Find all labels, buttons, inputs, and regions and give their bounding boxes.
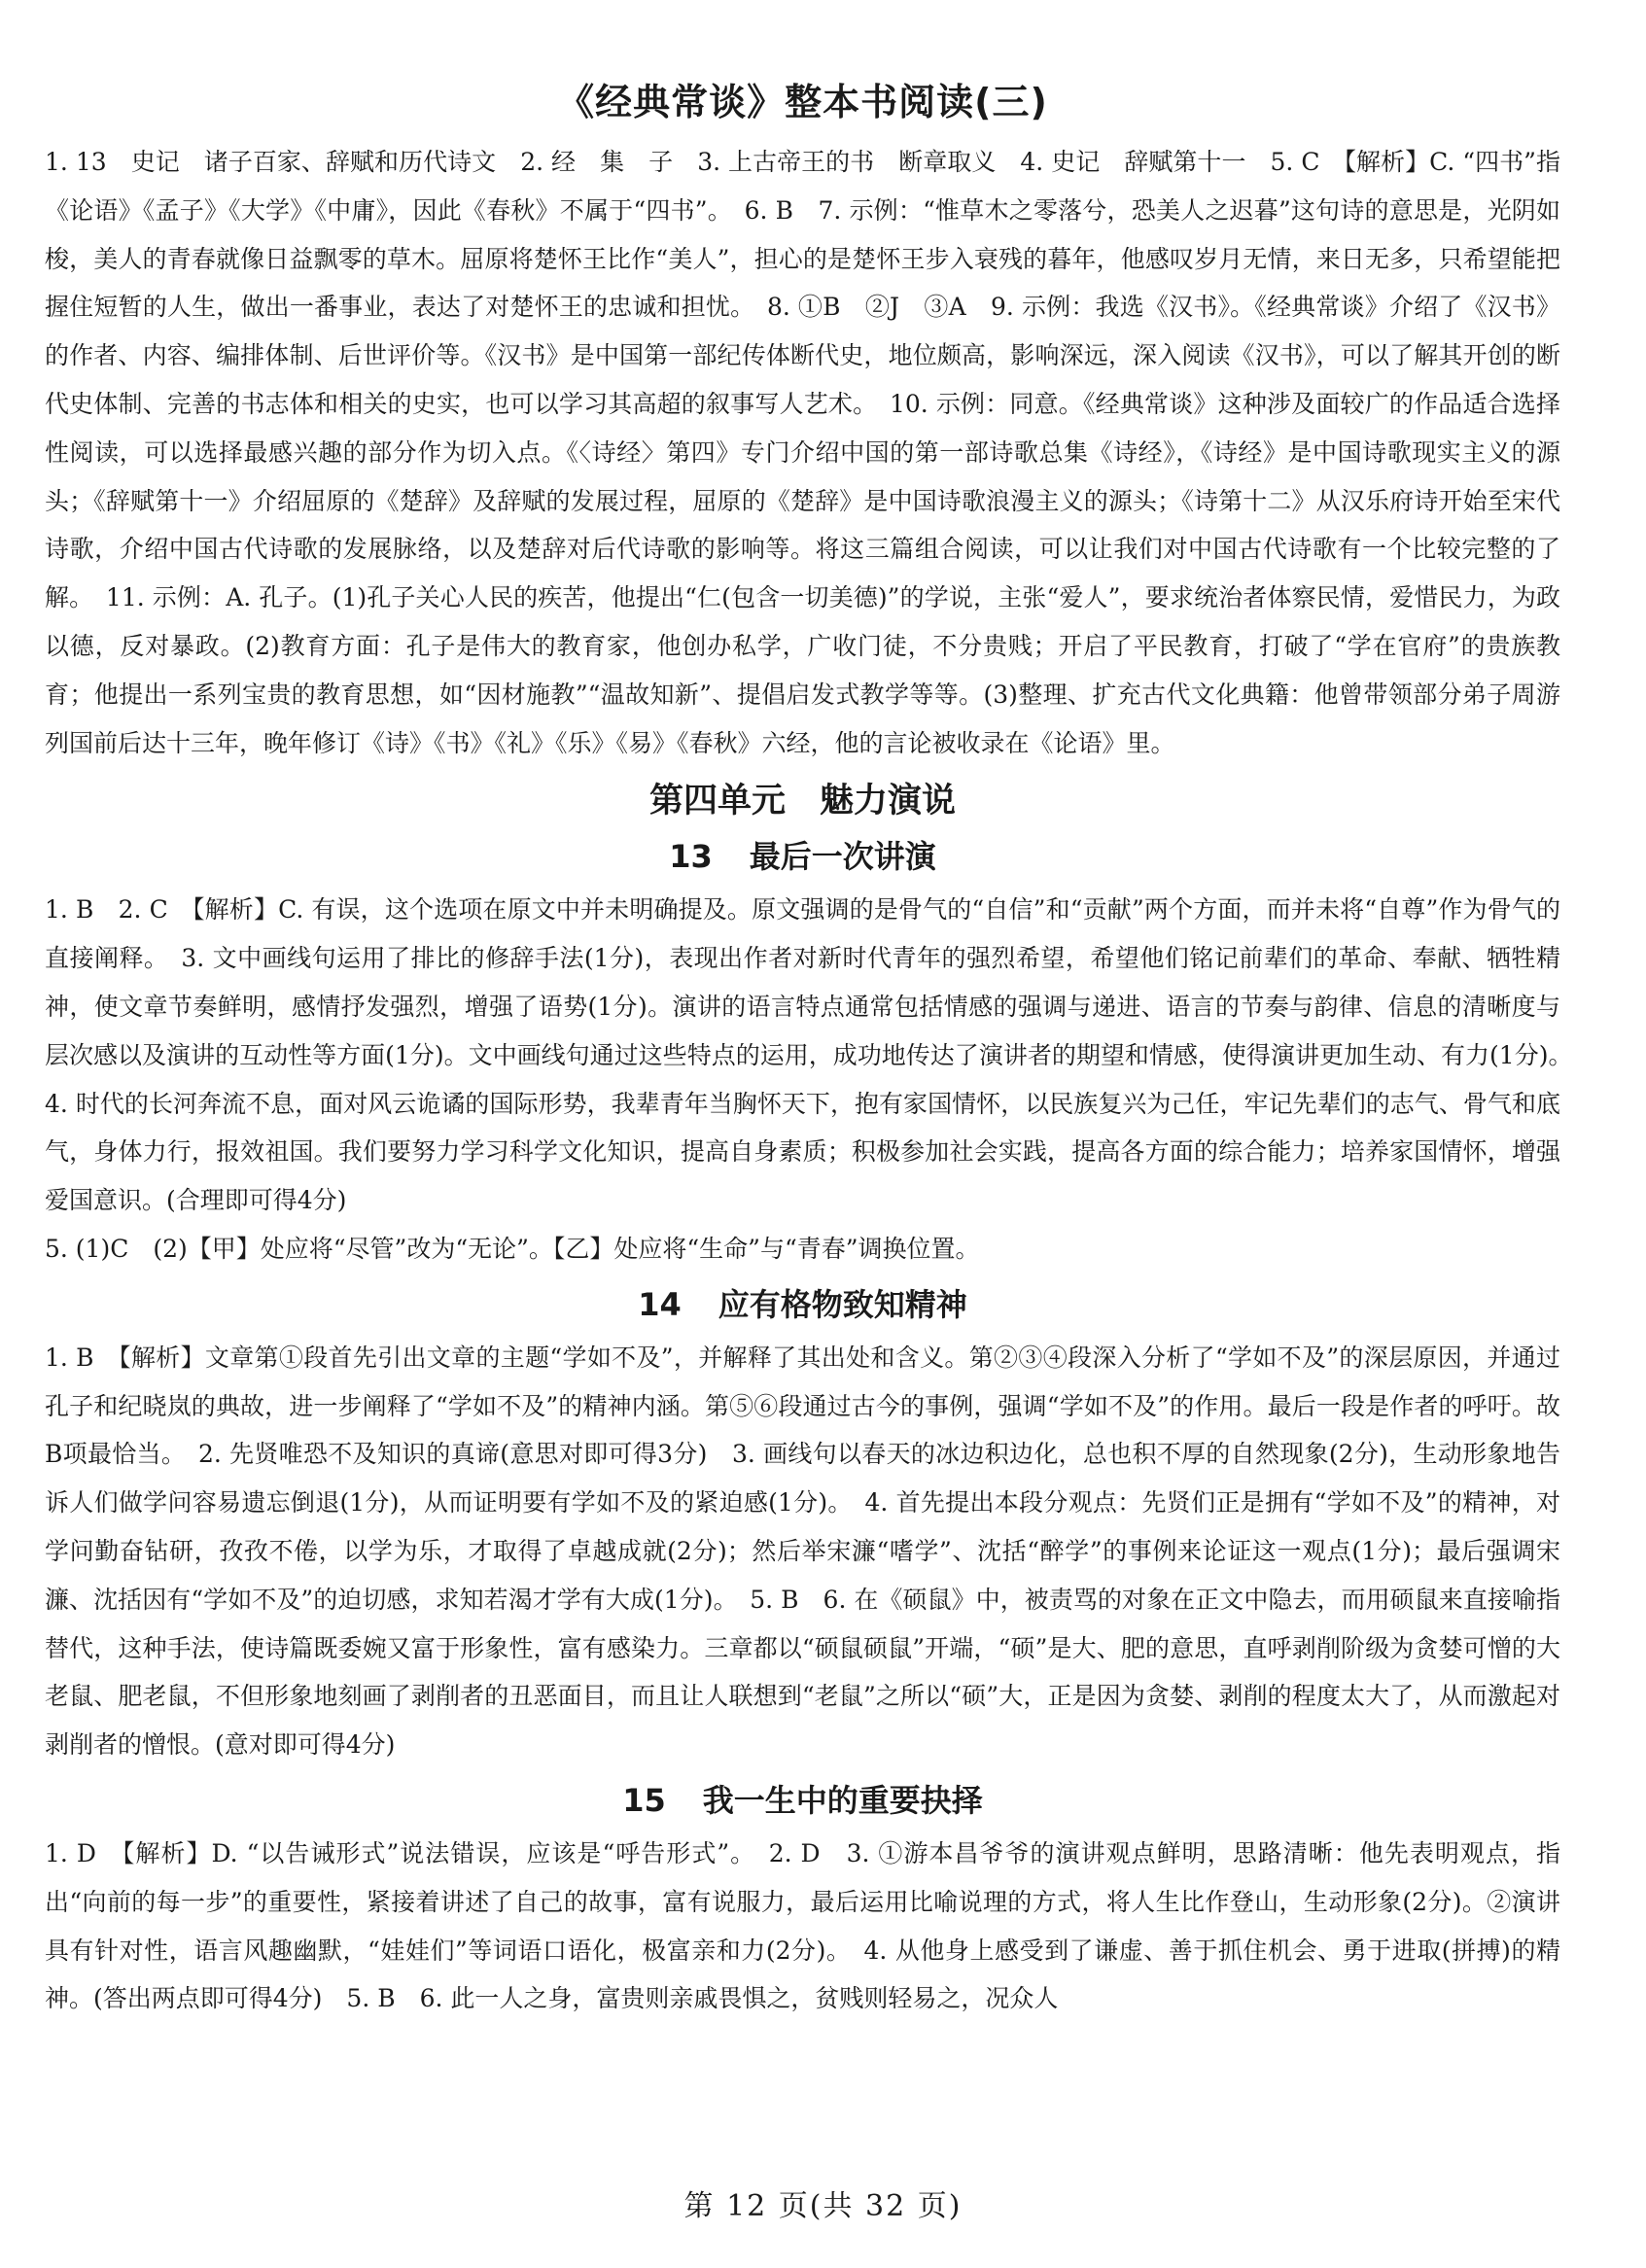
lesson-title: 我一生中的重要抉择 bbox=[702, 1781, 983, 1819]
lesson-number: 15 bbox=[622, 1781, 666, 1819]
answer-paragraph: 1. B 【解析】文章第①段首先引出文章的主题“学如不及”，并解释了其出处和含义。第②③④段深入分析了“学如不及”的深层原因，并通过孔子和纪晓岚的典故，进一步阐释了“学如不及”的精神内涵。第⑤⑥段通过古今的事例，强调“学如不及”的作用。最后一段是作者的呼吁。故B项最恰当。 2. 先贤唯恐不及知识的真谛(意思对即可得3分) 3. 画线句以春天的冰边积边化，总也积不厚的自然现象(2分)，生动形象地告诉人们做学问容易遗忘倒退(1分)，从而证明要有学如不及的紧迫感(1分)。 4. 首先提出本段分观点：先贤们正是拥有“学如不及”的精神，对学问勤奋钻研，孜孜不倦，以学为乐，才取得了卓越成就(2分)；然后举宋濂“嗜学”、沈括“醉学”的事例来论证这一观点(1分)；最后强调宋濂、沈括因有“学如不及”的迫切感，求知若渴才学有大成(1分)。 5. B 6. 在《硕鼠》中，被责骂的对象在正文中隐去，而用硕鼠来直接喻指替代，这种手法，使诗篇既委婉又富于形象性，富有感染力。三章都以“硕鼠硕鼠”开端，“硕”是大、肥的意思，直呼剥削阶级为贪婪可憎的大老鼠、肥老鼠，不但形象地刻画了剥削者的丑恶面目，而且让人联想到“老鼠”之所以“硕”大，正是因为贪婪、剥削的程度太大了，从而激起对剥削者的憎恨。(意对即可得4分) bbox=[45, 1343, 1560, 1760]
lesson-title: 应有格物致知精神 bbox=[718, 1285, 967, 1323]
section-lesson-14-answers bbox=[45, 1334, 1560, 1769]
unit-title: 第四单元 魅力演说 bbox=[648, 782, 956, 821]
answer-paragraph: 1. 13 史记 诸子百家、辞赋和历代诗文 2. 经 集 子 3. 上古帝王的书 断章取义 4. 史记 辞赋第十一 5. C 【解析】C. “四书”指《论语》《孟子》《大学》《中庸》，因此《春秋》不属于“四书”。 6. B 7. 示例：“惟草木之零落兮，恐美人之迟暮”这句诗的意思是，光阴如梭，美人的青春就像日益飘零的草木。屈原将楚怀王比作“美人”，担心的是楚怀王步入衰残的暮年，他感叹岁月无情，来日无多，只希望能把握住短暂的人生，做出一番事业，表达了对楚怀王的忠诚和担忧。 8. ①B ②J ③A 9. 示例：我选《汉书》。《经典常谈》介绍了《汉书》的作者、内容、编排体制、后世评价等。《汉书》是中国第一部纪传体断代史，地位颇高，影响深远，深入阅读《汉书》，可以了解其开创的断代史体制、完善的书志体和相关的史实，也可以学习其高超的叙事写人艺术。 10. 示例：同意。《经典常谈》这种涉及面较广的作品适合选择性阅读，可以选择最感兴趣的部分作为切入点。《〈诗经〉第四》专门介绍中国的第一部诗歌总集《诗经》，《诗经》是中国诗歌现实主义的源头；《辞赋第十一》介绍屈原的《楚辞》及辞赋的发展过程，屈原的《楚辞》是中国诗歌浪漫主义的源头；《诗第十二》从汉乐府诗开始至宋代诗歌，介绍中国古代诗歌的发展脉络，以及楚辞对后代诗歌的影响等。将这三篇组合阅读，可以让我们对中国古代诗歌有一个比较完整的了解。 11. 示例：A. 孔子。(1)孔子关心人民的疾苦，他提出“仁(包含一切美德)”的学说，主张“爱人”，要求统治者体察民情，爱惜民力，为政以德，反对暴政。(2)教育方面：孔子是伟大的教育家，他创办私学，广收门徒，不分贵贱；开启了平民教育，打破了“学在官府”的贵族教育；他提出一系列宝贵的教育思想，如“因材施教”“温故知新”、提倡启发式教学等等。(3)整理、扩充古代文化典籍：他曾带领部分弟子周游列国前后达十三年，晚年修订《诗》《书》《礼》《乐》《易》《春秋》六经，他的言论被收录在《论语》里。 bbox=[45, 148, 1560, 757]
answer-paragraph: 1. B 2. C 【解析】C. 有误，这个选项在原文中并未明确提及。原文强调的是骨气的“自信”和“贡献”两个方面，而并未将“自尊”作为骨气的直接阐释。 3. 文中画线句运用了排比的修辞手法(1分)，表现出作者对新时代青年的强烈希望，希望他们铭记前辈们的革命、奉献、牺牲精神，使文章节奏鲜明，感情抒发强烈，增强了语势(1分)。演讲的语言特点通常包括情感的强调与递进、语言的节奏与韵律、信息的清晰度与层次感以及演讲的互动性等方面(1分)。文中画线句通过这些特点的运用，成功地传达了演讲者的期望和情感，使得演讲更加生动、有力(1分)。 4. 时代的长河奔流不息，面对风云诡谲的国际形势，我辈青年当胸怀天下，抱有家国情怀，以民族复兴为己任，牢记先辈们的志气、骨气和底气，身体力行，报效祖国。我们要努力学习科学文化知识，提高自身素质；积极参加社会实践，提高各方面的综合能力；培养家国情怀，增强爱国意识。(合理即可得4分) bbox=[45, 895, 1586, 1215]
page-footer: 第 12 页(共 32 页) bbox=[683, 2189, 963, 2223]
section-classics-answers bbox=[45, 138, 1560, 767]
section-lesson-15-answers bbox=[45, 1830, 1560, 2023]
section-lesson-13-answers bbox=[45, 886, 1586, 1273]
lesson-14-heading bbox=[45, 1281, 1560, 1328]
lesson-13-heading bbox=[45, 833, 1560, 880]
page-title: 《经典常谈》整本书阅读(三) bbox=[557, 81, 1048, 123]
lesson-title: 最后一次讲演 bbox=[749, 838, 936, 876]
lesson-15-heading bbox=[45, 1777, 1560, 1824]
answer-paragraph: 1. D 【解析】D. “以告诫形式”说法错误，应该是“呼告形式”。 2. D 3. ①游本昌爷爷的演讲观点鲜明，思路清晰：他先表明观点，指出“向前的每一步”的重要性，紧接着讲述了自己的故事，富有说服力，最后运用比喻说理的方式，将人生比作登山，生动形象(2分)。②演讲具有针对性，语言风趣幽默，“娃娃们”等词语口语化，极富亲和力(2分)。 4. 从他身上感受到了谦虚、善于抓住机会、勇于进取(拼搏)的精神。(答出两点即可得4分) 5. B 6. 此一人之身，富贵则亲戚畏惧之，贫贱则轻易之，况众人 bbox=[45, 1838, 1560, 2013]
answer-paragraph: 5. (1)C (2)【甲】处应将“尽管”改为“无论”。【乙】处应将“生命”与“青春”调换位置。 bbox=[45, 1234, 980, 1263]
lesson-number: 14 bbox=[638, 1285, 682, 1323]
lesson-number: 13 bbox=[669, 838, 713, 876]
